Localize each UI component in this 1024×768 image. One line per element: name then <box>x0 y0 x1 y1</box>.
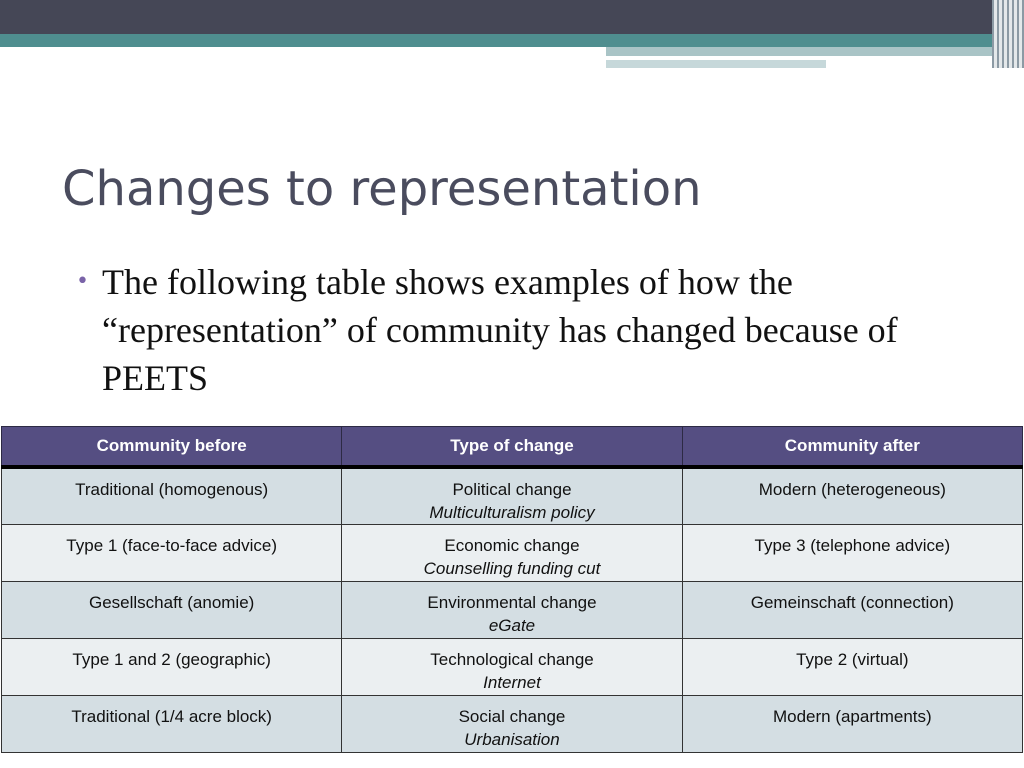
change-example: Internet <box>483 673 541 692</box>
header-band-teal <box>0 34 1024 47</box>
table-row <box>2 525 1023 582</box>
header-band-light <box>606 47 1024 56</box>
bullet-dot-icon: • <box>76 269 89 294</box>
change-table <box>1 426 1023 753</box>
cell-community-before: Type 1 and 2 (geographic) <box>2 639 342 696</box>
cell-community-after: Gemeinschaft (connection) <box>682 582 1022 639</box>
change-example: eGate <box>488 616 536 635</box>
header-band-white-accent <box>826 56 948 60</box>
header-community-before: Community before <box>2 427 342 468</box>
change-example: Multiculturalism policy <box>429 503 595 522</box>
cell-type-of-change <box>342 696 682 753</box>
cell-community-after: Modern (heterogeneous) <box>682 467 1022 525</box>
cell-type-of-change <box>342 582 682 639</box>
table-header-row <box>2 427 1023 468</box>
cell-community-before: Gesellschaft (anomie) <box>2 582 342 639</box>
change-type: Technological change <box>430 650 594 669</box>
cell-community-before: Traditional (1/4 acre block) <box>2 696 342 753</box>
change-type: Social change <box>458 707 566 726</box>
change-type: Political change <box>452 480 572 499</box>
header-community-after: Community after <box>682 427 1022 468</box>
change-example: Urbanisation <box>464 730 560 749</box>
table-row <box>2 582 1023 639</box>
header-band-dark <box>0 0 1024 34</box>
cell-type-of-change <box>342 467 682 525</box>
change-type: Economic change <box>444 536 580 555</box>
bullet-point <box>76 258 976 402</box>
cell-community-before: Type 1 (face-to-face advice) <box>2 525 342 582</box>
cell-type-of-change <box>342 525 682 582</box>
table-row <box>2 639 1023 696</box>
cell-community-before: Traditional (homogenous) <box>2 467 342 525</box>
change-type: Environmental change <box>427 593 597 612</box>
header-type-of-change: Type of change <box>342 427 682 468</box>
cell-community-after: Modern (apartments) <box>682 696 1022 753</box>
bullet-text: The following table shows examples of how the “representation” of community has changed because of PEETS <box>102 262 898 398</box>
change-example: Counselling funding cut <box>423 559 601 578</box>
table-row <box>2 696 1023 753</box>
header-band-light-lower <box>606 60 826 68</box>
table-row <box>2 467 1023 525</box>
cell-community-after: Type 2 (virtual) <box>682 639 1022 696</box>
cell-community-after: Type 3 (telephone advice) <box>682 525 1022 582</box>
cell-type-of-change <box>342 639 682 696</box>
slide-title: Changes to representation <box>62 161 702 217</box>
header-stripes <box>992 0 1024 68</box>
